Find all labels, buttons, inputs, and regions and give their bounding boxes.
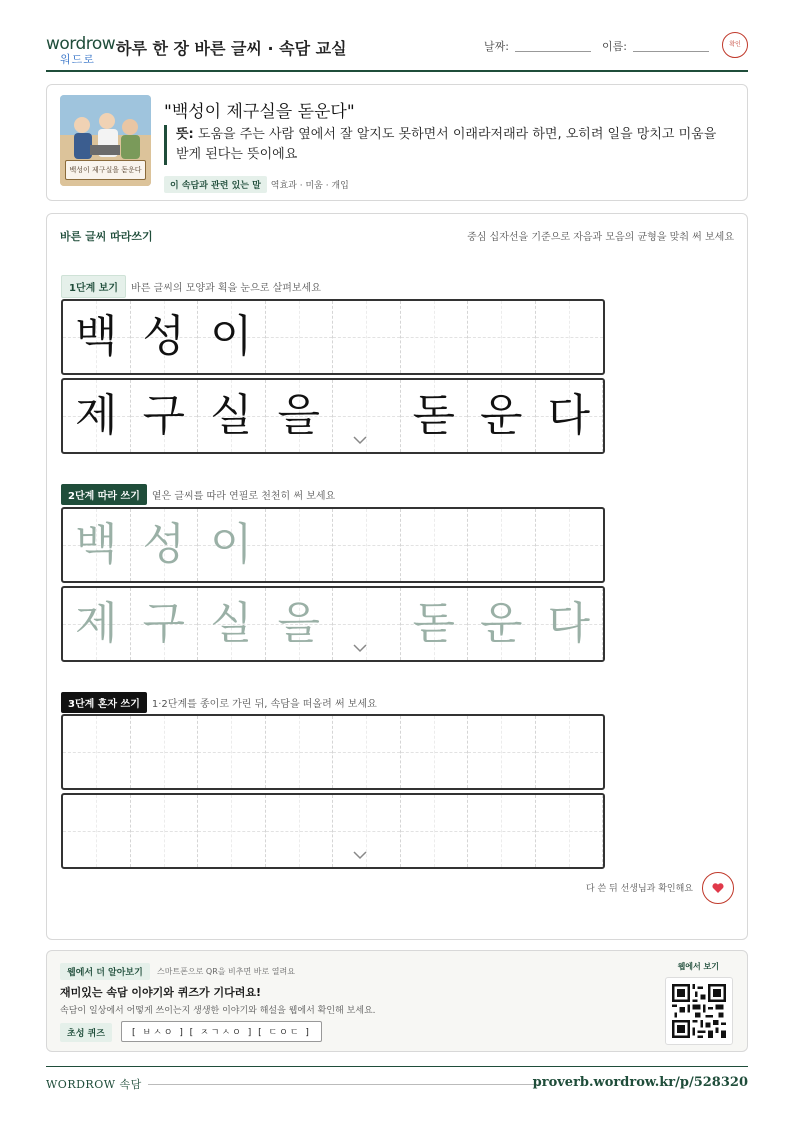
trace-character: 운 <box>479 598 523 649</box>
trace-character: 성 <box>142 519 185 570</box>
grid-cell[interactable] <box>131 795 199 867</box>
grid-cell[interactable] <box>468 509 536 581</box>
date-label: 날짜: <box>484 40 509 53</box>
step2-tag: 2단계 따라 쓰기 <box>61 484 147 505</box>
date-blank[interactable] <box>515 51 591 52</box>
model-character: 백 <box>74 311 118 362</box>
step2-text: 옅은 글씨를 따라 연필로 천천히 써 보세요 <box>151 491 336 502</box>
more-description: 속담이 일상에서 어떻게 쓰이는지 생생한 이야기와 해설을 웹에서 확인해 보세요. <box>60 1006 376 1016</box>
meaning-label: 뜻: <box>176 127 194 142</box>
grid-cell[interactable] <box>401 509 469 581</box>
grid-cell[interactable] <box>536 795 604 867</box>
grid-cell <box>401 380 469 452</box>
grid-cell[interactable] <box>266 509 334 581</box>
grid-cell[interactable] <box>468 716 536 788</box>
trace-character: 다 <box>547 598 590 649</box>
grid-cell <box>131 301 199 373</box>
grid-cell[interactable] <box>468 588 536 660</box>
grid-cell <box>401 301 469 373</box>
grid-cell <box>468 380 536 452</box>
model-character: 성 <box>142 311 185 362</box>
step2-grid-line1[interactable] <box>61 507 605 583</box>
practice-title: 바른 글씨 따라쓰기 <box>60 230 153 243</box>
more-tag: 웹에서 더 알아보기 <box>60 963 150 980</box>
related-words-list: 역효과 · 미움 · 개입 <box>270 181 349 191</box>
logo-subtext: 워드로 <box>60 53 95 66</box>
logo: wordrow <box>46 34 116 54</box>
grid-cell[interactable] <box>333 716 401 788</box>
meaning-text: 도움을 주는 사람 옆에서 잘 알지도 못하면서 이래라저래라 하면, 오히려 일을 망치고 미움을 받게 된다는 뜻이에요 <box>176 127 717 162</box>
grid-cell[interactable] <box>266 716 334 788</box>
grid-cell <box>198 301 266 373</box>
step1-label <box>61 275 321 298</box>
qr-code-icon[interactable] <box>665 977 733 1045</box>
chosung-quiz: [ ㅂㅅㅇ ] [ ㅈㄱㅅㅇ ] [ ㄷㅇㄷ ] <box>121 1021 322 1042</box>
quiz-tag: 초성 퀴즈 <box>60 1023 112 1042</box>
grid-cell[interactable] <box>401 795 469 867</box>
proverb-card <box>46 84 748 201</box>
grid-cell[interactable] <box>131 716 199 788</box>
grid-cell[interactable] <box>198 716 266 788</box>
trace-character: 구 <box>142 598 185 649</box>
web-label: 웹에서 보기 <box>677 962 719 971</box>
chevron-down-icon <box>352 432 368 448</box>
grid-cell[interactable] <box>266 795 334 867</box>
step1-tag: 1단계 보기 <box>61 275 126 298</box>
illustration-caption: 백성이 제구실을 돋운다 <box>65 160 146 180</box>
proverb-meaning <box>164 125 729 165</box>
grid-cell <box>266 380 334 452</box>
grid-cell[interactable] <box>63 509 131 581</box>
model-character: 을 <box>277 390 320 441</box>
model-character: 구 <box>142 390 185 441</box>
grid-cell[interactable] <box>198 509 266 581</box>
date-field[interactable] <box>484 38 591 54</box>
grid-cell[interactable] <box>198 795 266 867</box>
chevron-down-icon <box>352 847 368 863</box>
grid-cell[interactable] <box>63 588 131 660</box>
footer-url[interactable]: proverb.wordrow.kr/p/528320 <box>532 1075 748 1090</box>
trace-character: 백 <box>74 519 118 570</box>
step3-text: 1·2단계를 종이로 가린 뒤, 속담을 떠올려 써 보세요 <box>151 699 377 710</box>
grid-cell[interactable] <box>131 509 199 581</box>
model-character: 실 <box>209 390 253 441</box>
model-character: 다 <box>547 390 590 441</box>
grid-cell <box>131 380 199 452</box>
more-info-box <box>46 950 748 1052</box>
page-footer <box>46 1066 748 1096</box>
related-words <box>164 176 349 193</box>
grid-cell <box>536 301 604 373</box>
proverb-illustration <box>60 95 151 186</box>
done-note: 다 쓴 뒤 선생님과 확인해요 <box>585 884 693 894</box>
grid-cell[interactable] <box>266 588 334 660</box>
grid-cell[interactable] <box>63 716 131 788</box>
trace-character: 실 <box>209 598 253 649</box>
grid-cell <box>536 380 604 452</box>
step1-grid-line1 <box>61 299 605 375</box>
step2-label <box>61 484 335 505</box>
grid-cell[interactable] <box>536 716 604 788</box>
grid-cell <box>266 301 334 373</box>
more-heading: 재미있는 속담 이야기와 퀴즈가 기다려요! <box>60 986 261 999</box>
grid-cell[interactable] <box>63 795 131 867</box>
trace-character: 돋 <box>412 598 455 649</box>
grid-cell <box>333 301 401 373</box>
trace-character: 이 <box>209 519 253 570</box>
step3-grid-line2[interactable] <box>61 793 605 869</box>
model-character: 제 <box>74 390 118 441</box>
step3-grid-line1[interactable] <box>61 714 605 790</box>
chevron-down-icon <box>352 640 368 656</box>
step2-grid-line2[interactable] <box>61 586 605 662</box>
trace-character: 을 <box>277 598 320 649</box>
name-label: 이름: <box>602 40 627 53</box>
page-title: 하루 한 장 바른 글씨 · 속담 교실 <box>116 39 347 58</box>
name-blank[interactable] <box>633 51 709 52</box>
grid-cell <box>63 301 131 373</box>
page-header <box>46 28 748 72</box>
grid-cell <box>198 380 266 452</box>
grid-cell[interactable] <box>333 509 401 581</box>
grid-cell[interactable] <box>401 588 469 660</box>
model-character: 운 <box>479 390 523 441</box>
check-stamp-icon: 확인 <box>722 32 748 58</box>
grid-cell[interactable] <box>401 716 469 788</box>
model-character: 이 <box>209 311 253 362</box>
trace-character: 제 <box>74 598 118 649</box>
heart-stamp-icon <box>702 872 734 904</box>
step1-grid-line2 <box>61 378 605 454</box>
step3-label <box>61 692 377 713</box>
proverb-title: "백성이 제구실을 돋운다" <box>164 102 355 122</box>
grid-cell <box>468 301 536 373</box>
grid-cell[interactable] <box>468 795 536 867</box>
grid-cell <box>63 380 131 452</box>
step1-text: 바른 글씨의 모양과 획을 눈으로 살펴보세요 <box>131 283 321 294</box>
related-tag: 이 속담과 관련 있는 말 <box>164 176 267 193</box>
practice-panel <box>46 213 748 940</box>
footer-divider <box>148 1084 538 1085</box>
step3-tag: 3단계 혼자 쓰기 <box>61 692 147 713</box>
practice-hint: 중심 십자선을 기준으로 자음과 모음의 균형을 맞춰 써 보세요 <box>467 232 734 243</box>
qr-hint: 스마트폰으로 QR을 비추면 바로 열려요 <box>157 967 295 976</box>
grid-cell[interactable] <box>536 509 604 581</box>
grid-cell[interactable] <box>131 588 199 660</box>
grid-cell[interactable] <box>198 588 266 660</box>
footer-brand: WORDROW 속담 <box>46 1078 142 1091</box>
name-field[interactable] <box>602 38 709 54</box>
model-character: 돋 <box>412 390 455 441</box>
grid-cell[interactable] <box>536 588 604 660</box>
